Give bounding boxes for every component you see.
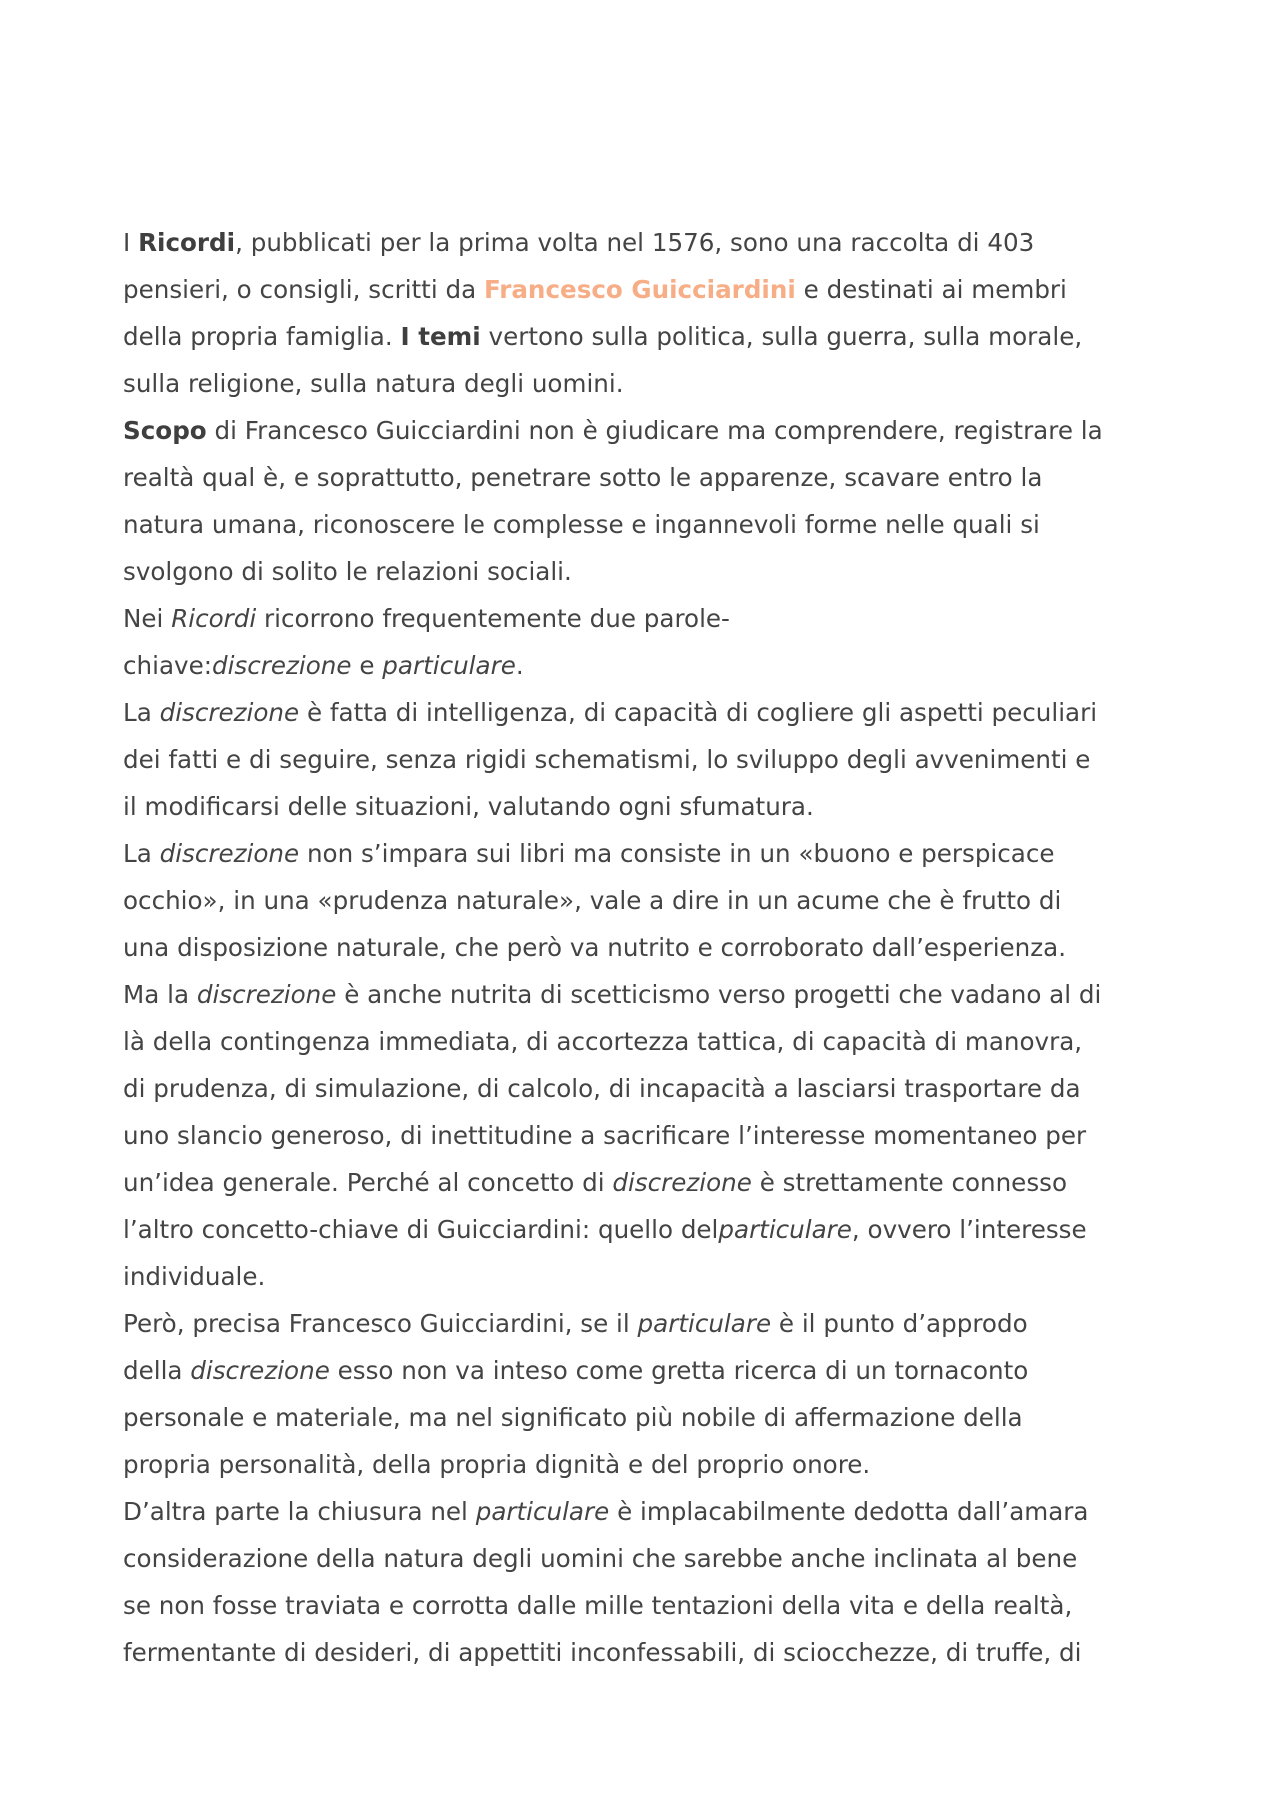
italic-term: particulare [718, 1215, 852, 1244]
text-run: e destinati ai membri [795, 275, 1067, 304]
text-run: di prudenza, di simulazione, di calcolo, di incapacità a lasciarsi trasportare da [123, 1074, 1081, 1103]
text-line [123, 1394, 1168, 1441]
text-run: individuale. [123, 1262, 266, 1291]
text-run: l’altro concetto-chiave di Guicciardini: quello del [123, 1215, 719, 1244]
text-line [123, 1582, 1168, 1629]
text-line [123, 1300, 1168, 1347]
italic-term: particulare [637, 1309, 772, 1338]
text-line [123, 1488, 1168, 1535]
text-run: ricorrono frequentemente due parole- [256, 604, 730, 633]
document-body [123, 219, 1168, 1676]
text-line [123, 1441, 1168, 1488]
text-run: una disposizione naturale, che però va nutrito e corroborato dall’esperienza. [123, 933, 1067, 962]
text-run: considerazione della natura degli uomini che sarebbe anche inclinata al bene [123, 1544, 1078, 1573]
text-run: esso non va inteso come gretta ricerca di un tornaconto [329, 1356, 1029, 1385]
text-run: Però, precisa Francesco Guicciardini, se il [123, 1309, 638, 1338]
text-run: , pubblicati per la prima volta nel 1576, sono una raccolta di 403 [235, 228, 1035, 257]
text-run: La [123, 698, 160, 727]
text-run: e [351, 651, 383, 680]
text-run: I [123, 228, 139, 257]
text-run: non s’impara sui libri ma consiste in un «buono e perspicace [299, 839, 1055, 868]
bold-term: Scopo [123, 416, 207, 445]
text-run: un’idea generale. Perché al concetto di [123, 1168, 613, 1197]
text-line [123, 548, 1168, 595]
text-run: realtà qual è, e soprattutto, penetrare sotto le apparenze, scavare entro la [123, 463, 1043, 492]
text-line [123, 689, 1168, 736]
italic-term: particulare [382, 651, 516, 680]
text-line [123, 1347, 1168, 1394]
text-line [123, 1206, 1168, 1253]
text-run: il modificarsi delle situazioni, valutando ogni sfumatura. [123, 792, 814, 821]
text-line [123, 595, 1168, 642]
text-line [123, 877, 1168, 924]
text-run: sulla religione, sulla natura degli uomini. [123, 369, 624, 398]
italic-term: discrezione [190, 1356, 330, 1385]
text-run: occhio», in una «prudenza naturale», vale a dire in un acume che è frutto di [123, 886, 1062, 915]
text-run: Nei [123, 604, 172, 633]
text-line [123, 1159, 1168, 1206]
italic-term: discrezione [211, 651, 352, 680]
text-run: è fatta di intelligenza, di capacità di cogliere gli aspetti peculiari [299, 698, 1098, 727]
text-run: là della contingenza immediata, di accortezza tattica, di capacità di manovra, [123, 1027, 1083, 1056]
text-run: è il punto d’approdo [771, 1309, 1028, 1338]
text-line [123, 924, 1168, 971]
bold-term: I temi [400, 322, 481, 351]
text-run: di Francesco Guicciardini non è giudicare ma comprendere, registrare la [206, 416, 1103, 445]
text-line [123, 219, 1168, 266]
text-run: è strettamente connesso [751, 1168, 1067, 1197]
text-run: è implacabilmente dedotta dall’amara [609, 1497, 1089, 1526]
text-line [123, 1112, 1168, 1159]
text-run: dei fatti e di seguire, senza rigidi schematismi, lo sviluppo degli avvenimenti e [123, 745, 1091, 774]
italic-term: discrezione [159, 839, 300, 868]
text-line [123, 1253, 1168, 1300]
bold-term: Ricordi [138, 228, 236, 257]
text-run: della propria famiglia. [123, 322, 401, 351]
text-run: Ma la [123, 980, 197, 1009]
italic-term: Ricordi [171, 604, 257, 633]
text-run: , ovvero l’interesse [851, 1215, 1087, 1244]
text-line [123, 642, 1168, 689]
text-run: se non fosse traviata e corrotta dalle mille tentazioni della vita e della realtà, [123, 1591, 1073, 1620]
text-line [123, 1018, 1168, 1065]
text-line [123, 1629, 1168, 1676]
text-run: La [123, 839, 160, 868]
text-run: natura umana, riconoscere le complesse e ingannevoli forme nelle quali si [123, 510, 1040, 539]
italic-term: discrezione [159, 698, 300, 727]
text-line [123, 1065, 1168, 1112]
text-line [123, 266, 1168, 313]
text-run: D’altra parte la chiusura nel [123, 1497, 476, 1526]
italic-term: particulare [475, 1497, 610, 1526]
text-run: . [515, 651, 524, 680]
text-run: vertono sulla politica, sulla guerra, sulla morale, [480, 322, 1083, 351]
text-line [123, 830, 1168, 877]
text-run: della [123, 1356, 191, 1385]
text-line [123, 971, 1168, 1018]
text-line [123, 501, 1168, 548]
text-line [123, 783, 1168, 830]
text-run: chiave: [123, 651, 212, 680]
text-run: fermentante di desideri, di appettiti inconfessabili, di sciocchezze, di truffe, di [123, 1638, 1082, 1667]
text-run: personale e materiale, ma nel significato più nobile di affermazione della [123, 1403, 1023, 1432]
text-run: è anche nutrita di scetticismo verso progetti che vadano al di [336, 980, 1102, 1009]
text-line [123, 736, 1168, 783]
text-line [123, 1535, 1168, 1582]
text-line [123, 454, 1168, 501]
author-link[interactable]: Francesco Guicciardini [483, 275, 796, 304]
text-run: svolgono di solito le relazioni sociali. [123, 557, 572, 586]
text-run: uno slancio generoso, di inettitudine a sacrificare l’interesse momentaneo per [123, 1121, 1087, 1150]
text-run: pensieri, o consigli, scritti da [123, 275, 484, 304]
italic-term: discrezione [196, 980, 337, 1009]
text-line [123, 313, 1168, 360]
italic-term: discrezione [612, 1168, 752, 1197]
text-run: propria personalità, della propria dignità e del proprio onore. [123, 1450, 871, 1479]
text-line [123, 407, 1168, 454]
text-line [123, 360, 1168, 407]
